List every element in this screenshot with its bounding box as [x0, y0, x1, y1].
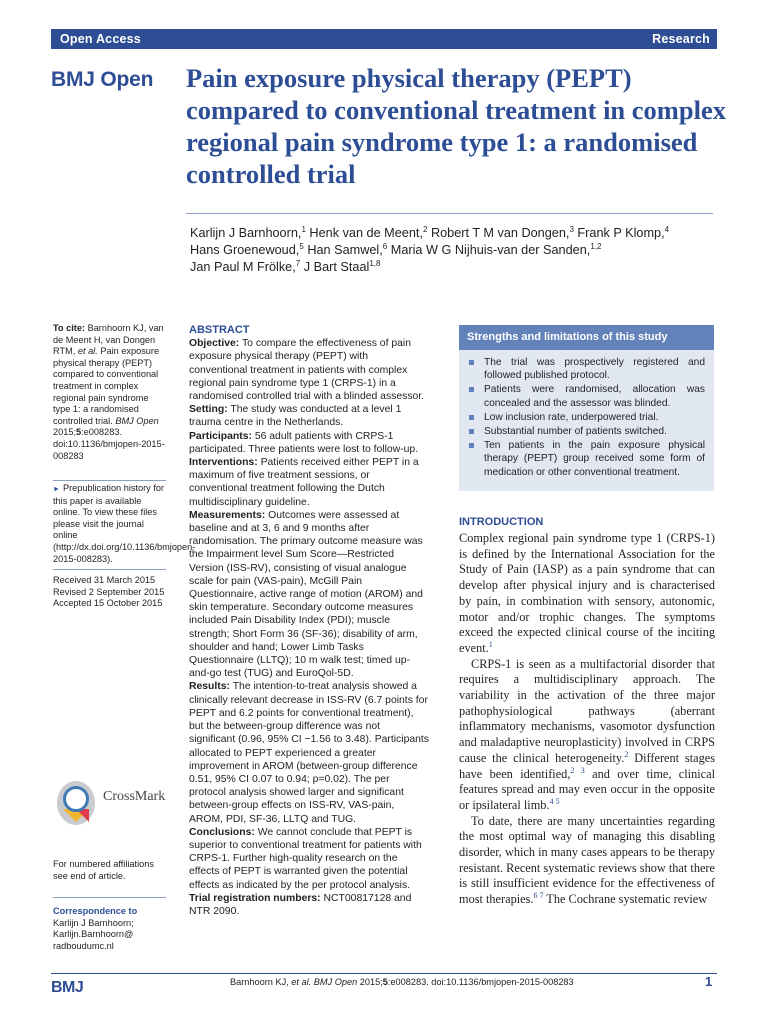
- accepted-date: Accepted 15 October 2015: [53, 598, 163, 609]
- cite-text-1: Barnhoorn KJ, van de Meent H, van Dongen RTM,: [53, 323, 164, 357]
- bullet-icon: [469, 415, 474, 420]
- prepub-text: Prepublication history for this paper is available online. To view these files please visit the journal online (http://dx.doi.org/10.1136/bmjopen-2015-008283).: [53, 483, 196, 564]
- bullet-icon: [469, 443, 474, 448]
- bullet-icon: [469, 360, 474, 365]
- received-date: Received 31 March 2015: [53, 575, 156, 585]
- reference-link[interactable]: 4 5: [549, 796, 560, 806]
- intro-paragraph-2: CRPS-1 is seen as a multifactorial disorder that requires a multidisciplinary approach. The variability in the activation of the three major pathophysiological pathways (aberrant inflammatory mechanisms, vasomotor dysfunction and maladaptive neuroplasticity) involved in CRPS cause the clinical heterogeneity.$^2$ Different stages have been identified,$^{2 3}$ and over time, clinical features spread and may even occur in the opposite or ipsilateral limb.$^{4 5}$: [459, 656, 716, 812]
- crossmark-icon: [57, 781, 95, 825]
- cite-text-2: Pain exposure physical therapy (PEPT) compared to conventional treatment in complex regional pain syndrome type 1: a randomised controlled trial.: [53, 346, 160, 426]
- author-name: Han Samwel,: [307, 243, 383, 257]
- cite-volume: 5: [76, 427, 82, 438]
- abstract-trial-registration: Trial registration numbers: NCT00817128 and NTR 2090.: [189, 892, 412, 917]
- title-divider: [186, 213, 713, 214]
- strengths-list: [459, 350, 714, 479]
- introduction-heading: INTRODUCTION: [459, 516, 544, 528]
- strengths-heading: Strengths and limitations of this study: [459, 325, 714, 350]
- author-name: Henk van de Meent,: [309, 226, 423, 240]
- reference-link[interactable]: 6 7: [533, 891, 544, 901]
- page-number: 1: [705, 974, 713, 989]
- list-item: Substantial number of patients switched.: [469, 425, 705, 438]
- footer-divider: [51, 973, 717, 974]
- list-item: Low inclusion rate, underpowered trial.: [469, 411, 705, 424]
- abstract-interventions: Interventions: Patients received either PEPT in a maximum of five treatment sessions, or conventional treatment following the Dutch multidisciplinary guideline.: [189, 457, 419, 508]
- correspondence-email-2[interactable]: radboudumc.nl: [53, 940, 114, 951]
- reference-link[interactable]: 2 3: [570, 765, 585, 775]
- affiliation-marker: 2: [422, 225, 428, 234]
- affiliation-marker: 4: [664, 225, 670, 234]
- cite-label: To cite:: [53, 323, 85, 333]
- cite-year: 2015;: [53, 427, 76, 438]
- journal-logo: BMJ Open: [51, 68, 154, 91]
- author-name: J Bart Staal: [303, 260, 370, 274]
- list-item: Ten patients in the pain exposure physical therapy (PEPT) group received some form of medication or other conventional treatment.: [469, 439, 705, 479]
- affiliations-note: For numbered affiliations see end of article.: [53, 859, 154, 881]
- cite-etal: et al.: [77, 346, 98, 357]
- list-item: Patients were randomised, allocation was concealed and the assessor was blinded.: [469, 383, 705, 409]
- intro-paragraph-3: To date, there are many uncertainties regarding the most optimal way of managing this disabling disorder, which in many cases appears to be therapy resistant. Recent systematic reviews show that there is still insufficient evidence for the effectiveness of most therapies.$^{6 7}$ The Cochrane systematic review: [459, 813, 715, 907]
- cite-doi: :e008283. doi:10.1136/bmjopen-2015-008283: [53, 427, 165, 461]
- sidebar: [53, 323, 196, 951]
- arrow-icon: ►: [53, 486, 60, 493]
- footer-citation: Barnhoorn KJ, et al. BMJ Open 2015;5:e008283. doi:10.1136/bmjopen-2015-008283: [230, 977, 574, 987]
- reference-link[interactable]: 2: [624, 749, 629, 759]
- article-type-label: Research: [652, 32, 710, 46]
- abstract-results: Results: The intention-to-treat analysis showed a clinically relevant decrease in ISS-RV (6.7 points for PEPT and 6.2 points for conventional treatment), but the between-group difference was not significant (0.96, 95% CI −1.56 to 3.48). Participants allocated to PEPT experienced a greater improvement in AROM (between-group difference 0.51, 95% CI 0.07 to 0.94; p=0.02). The per protocol analysis showed larger and significant between-group effects on ISS-RV, VAS-pain, AROM, PDI, SF-36, LLTQ and TUG.: [189, 681, 429, 825]
- abstract-measurements: Measurements: Outcomes were assessed at baseline and at 3, 6 and 9 months after randomisation. The primary outcome measure was the Impairment level Sum Score—Restricted Version (ISS-RV), consisting of visual analogue scale for pain (VAS-pain), McGill Pain Questionnaire, active range of motion (AROM) and skin temperature. Secondary outcome measures included Pain Disability Index (PDI); muscle strength; Short Form 36 (SF-36); disability of arm, shoulder and hand; Lower Limb Tasks Questionnaire (LLTQ); 10 m walk test; timed up-and-go test (TUG) and EuroQol-5D.: [189, 509, 423, 680]
- correspondence-email-1[interactable]: Karlijn.Barnhoorn@: [53, 929, 134, 940]
- correspondence-heading: Correspondence to: [53, 906, 138, 916]
- cite-journal: BMJ Open: [115, 415, 159, 426]
- abstract-objective: Objective: To compare the effectiveness of pain exposure physical therapy (PEPT) with conventional treatment in patients with complex regional pain syndrome type 1 (CRPS-1) in a randomised controlled trial with a blinded assessor.: [189, 338, 425, 403]
- article-title: Pain exposure physical therapy (PEPT) compared to conventional treatment in complex regional pain syndrome type 1: a randomised controlled trial: [186, 63, 726, 189]
- author-name: Maria W G Nijhuis-van der Sanden,: [390, 243, 591, 257]
- bullet-icon: [469, 387, 474, 392]
- introduction: [459, 515, 715, 908]
- header-bar: [51, 29, 717, 49]
- sidebar-divider: [53, 569, 166, 570]
- author-name: Robert T M van Dongen,: [430, 226, 570, 240]
- abstract-heading: ABSTRACT: [189, 324, 250, 336]
- author-name: Frank P Klomp,: [577, 226, 665, 240]
- affiliation-marker: 7: [295, 259, 301, 268]
- prepublication-note[interactable]: [53, 483, 196, 565]
- affiliation-marker: 3: [569, 225, 574, 234]
- crossmark-label: CrossMark: [103, 789, 166, 804]
- crossmark-badge[interactable]: [53, 779, 168, 825]
- bmj-logo: BMJ: [51, 979, 84, 996]
- abstract-setting: Setting: The study was conducted at a level 1 trauma centre in the Netherlands.: [189, 404, 402, 429]
- bullet-icon: [469, 429, 474, 434]
- correspondence-block: [53, 906, 167, 952]
- affiliation-marker: 6: [382, 242, 388, 251]
- abstract-conclusions: Conclusions: We cannot conclude that PEPT is superior to conventional treatment for patients with CRPS-1. Further high-quality research on the effects of PEPT is warranted given the potential effects as indicated by the per protocol analysis.: [189, 826, 422, 891]
- author-name: Jan Paul M Frölke,: [190, 260, 296, 274]
- dates-block: [53, 575, 167, 610]
- sidebar-divider: [53, 480, 166, 481]
- citation-block: [53, 323, 167, 462]
- abstract-participants: Participants: 56 adult patients with CRPS-1 participated. Three patients were lost to follow-up.: [189, 430, 419, 455]
- affiliation-marker: 1: [301, 225, 306, 234]
- affiliation-marker: 1,8: [369, 259, 381, 268]
- sidebar-divider: [53, 897, 166, 898]
- author-name: Karlijn J Barnhoorn,: [190, 226, 302, 240]
- open-access-label: Open Access: [60, 32, 141, 46]
- author-list: [190, 225, 720, 276]
- revised-date: Revised 2 September 2015: [53, 586, 165, 597]
- abstract: [189, 324, 429, 918]
- affiliation-marker: 1,2: [590, 242, 602, 251]
- correspondence-name: Karlijn J Barnhoorn;: [53, 917, 134, 928]
- strengths-box: [459, 325, 714, 491]
- list-item: The trial was prospectively registered and followed published protocol.: [469, 356, 705, 382]
- intro-paragraph-1: Complex regional pain syndrome type 1 (CRPS-1) is defined by the International Association for the Study of Pain (IASP) as a pain syndrome that can develop after physical injury and is characterised by pain, in combination with sensory, autonomic, motor and/or trophic changes. The symptoms exceed the expected clinical course of the inciting event.$^1$: [459, 531, 715, 655]
- reference-link[interactable]: 1: [488, 639, 493, 649]
- author-name: Hans Groenewoud,: [190, 243, 300, 257]
- affiliation-marker: 5: [299, 242, 304, 251]
